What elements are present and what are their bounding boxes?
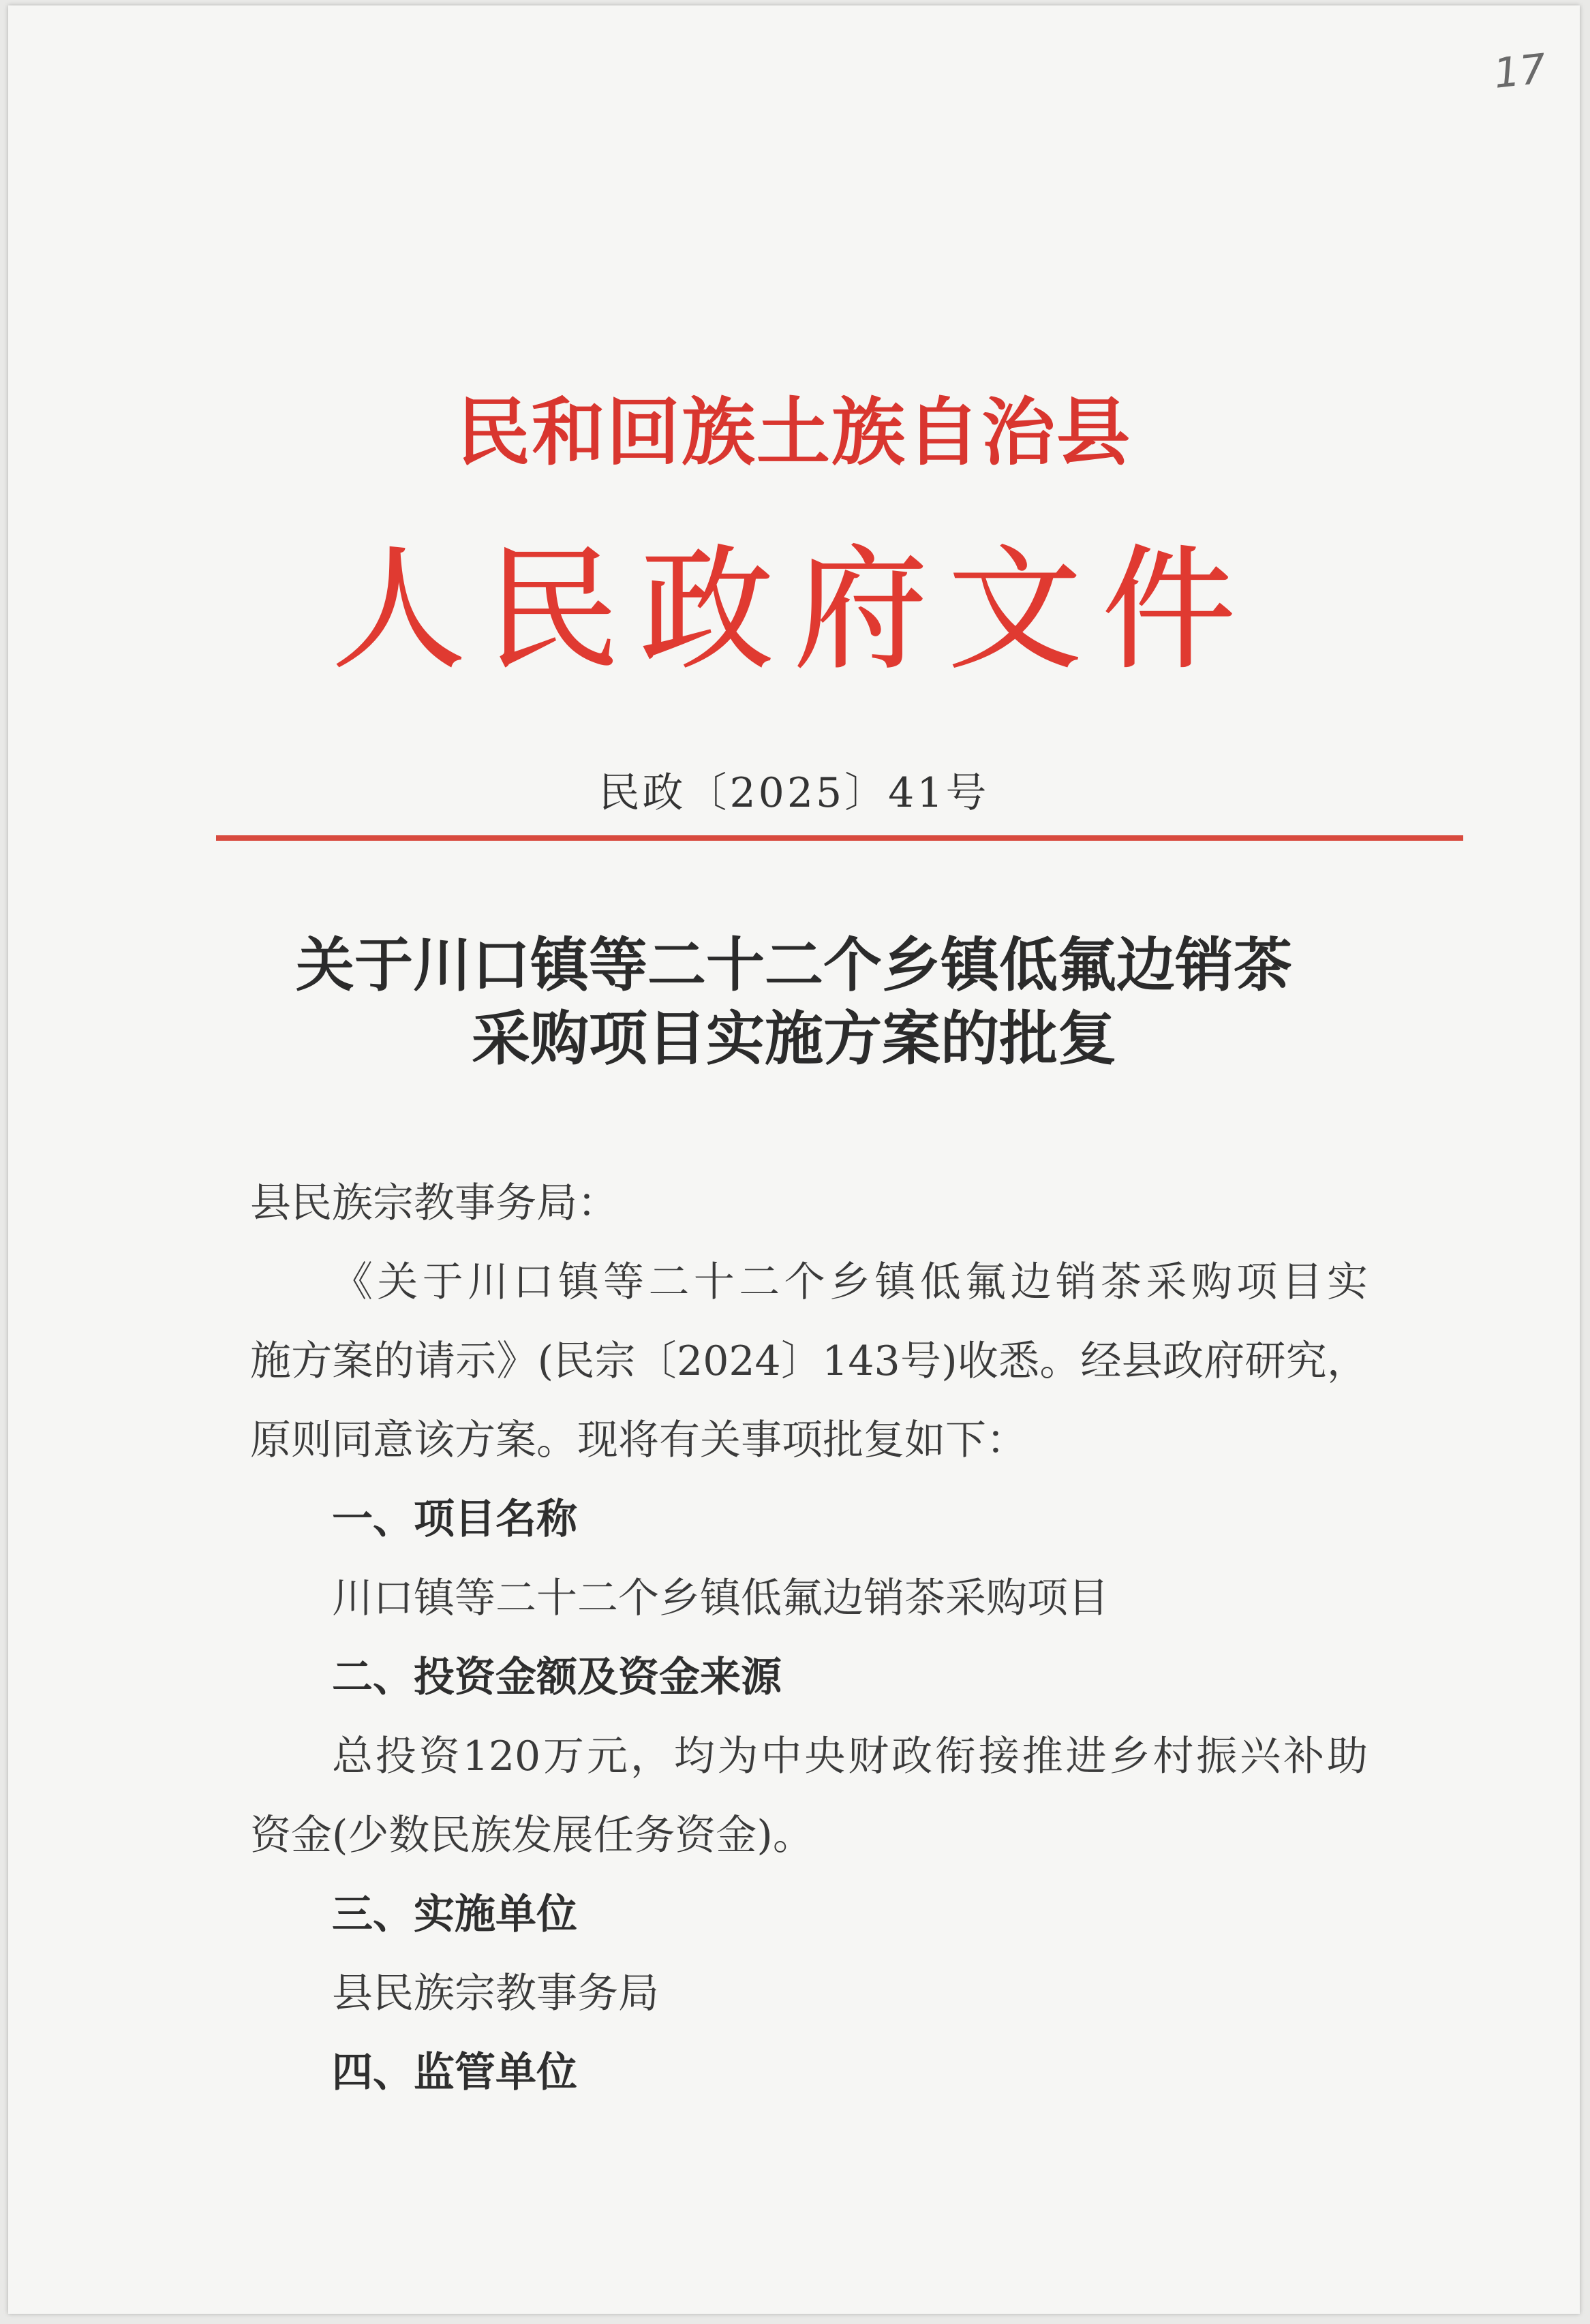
section-2-line-1: 总投资120万元，均为中央财政衔接推进乡村振兴补助 <box>332 1733 1368 1780</box>
document-page <box>8 5 1580 2314</box>
section-2-line-2: 资金(少数民族发展任务资金)。 <box>250 1812 814 1859</box>
paragraph-1-line-1: 《关于川口镇等二十二个乡镇低氟边销茶采购项目实 <box>332 1258 1368 1306</box>
document-number: 民政〔2025〕41号 <box>598 769 990 817</box>
section-1-heading: 一、项目名称 <box>332 1496 577 1543</box>
section-3-text: 县民族宗教事务局 <box>332 1970 659 2017</box>
addressee: 县民族宗教事务局： <box>250 1179 618 1227</box>
title-line-2: 采购项目实施方案的批复 <box>472 1005 1116 1073</box>
section-3-heading: 三、实施单位 <box>332 1891 577 1938</box>
document-title <box>8 929 1580 1076</box>
issuer-name: 民和回族土族自治县 <box>456 390 1131 476</box>
section-2-heading: 二、投资金额及资金来源 <box>332 1654 782 1701</box>
section-4-heading: 四、监管单位 <box>332 2049 577 2096</box>
paragraph-1-line-3: 原则同意该方案。现将有关事项批复如下： <box>250 1416 1027 1464</box>
paragraph-1-line-2: 施方案的请示》(民宗〔2024〕143号)收悉。经县政府研究， <box>250 1337 1368 1385</box>
handwritten-page-number: 17 <box>1491 45 1548 98</box>
document-body <box>250 1164 1368 2112</box>
title-line-1: 关于川口镇等二十二个乡镇低氟边销茶 <box>296 931 1292 1000</box>
document-header: 人民政府文件 <box>331 533 1256 688</box>
red-divider-line <box>216 835 1463 841</box>
section-1-text: 川口镇等二十二个乡镇低氟边销茶采购项目 <box>332 1575 1109 1622</box>
